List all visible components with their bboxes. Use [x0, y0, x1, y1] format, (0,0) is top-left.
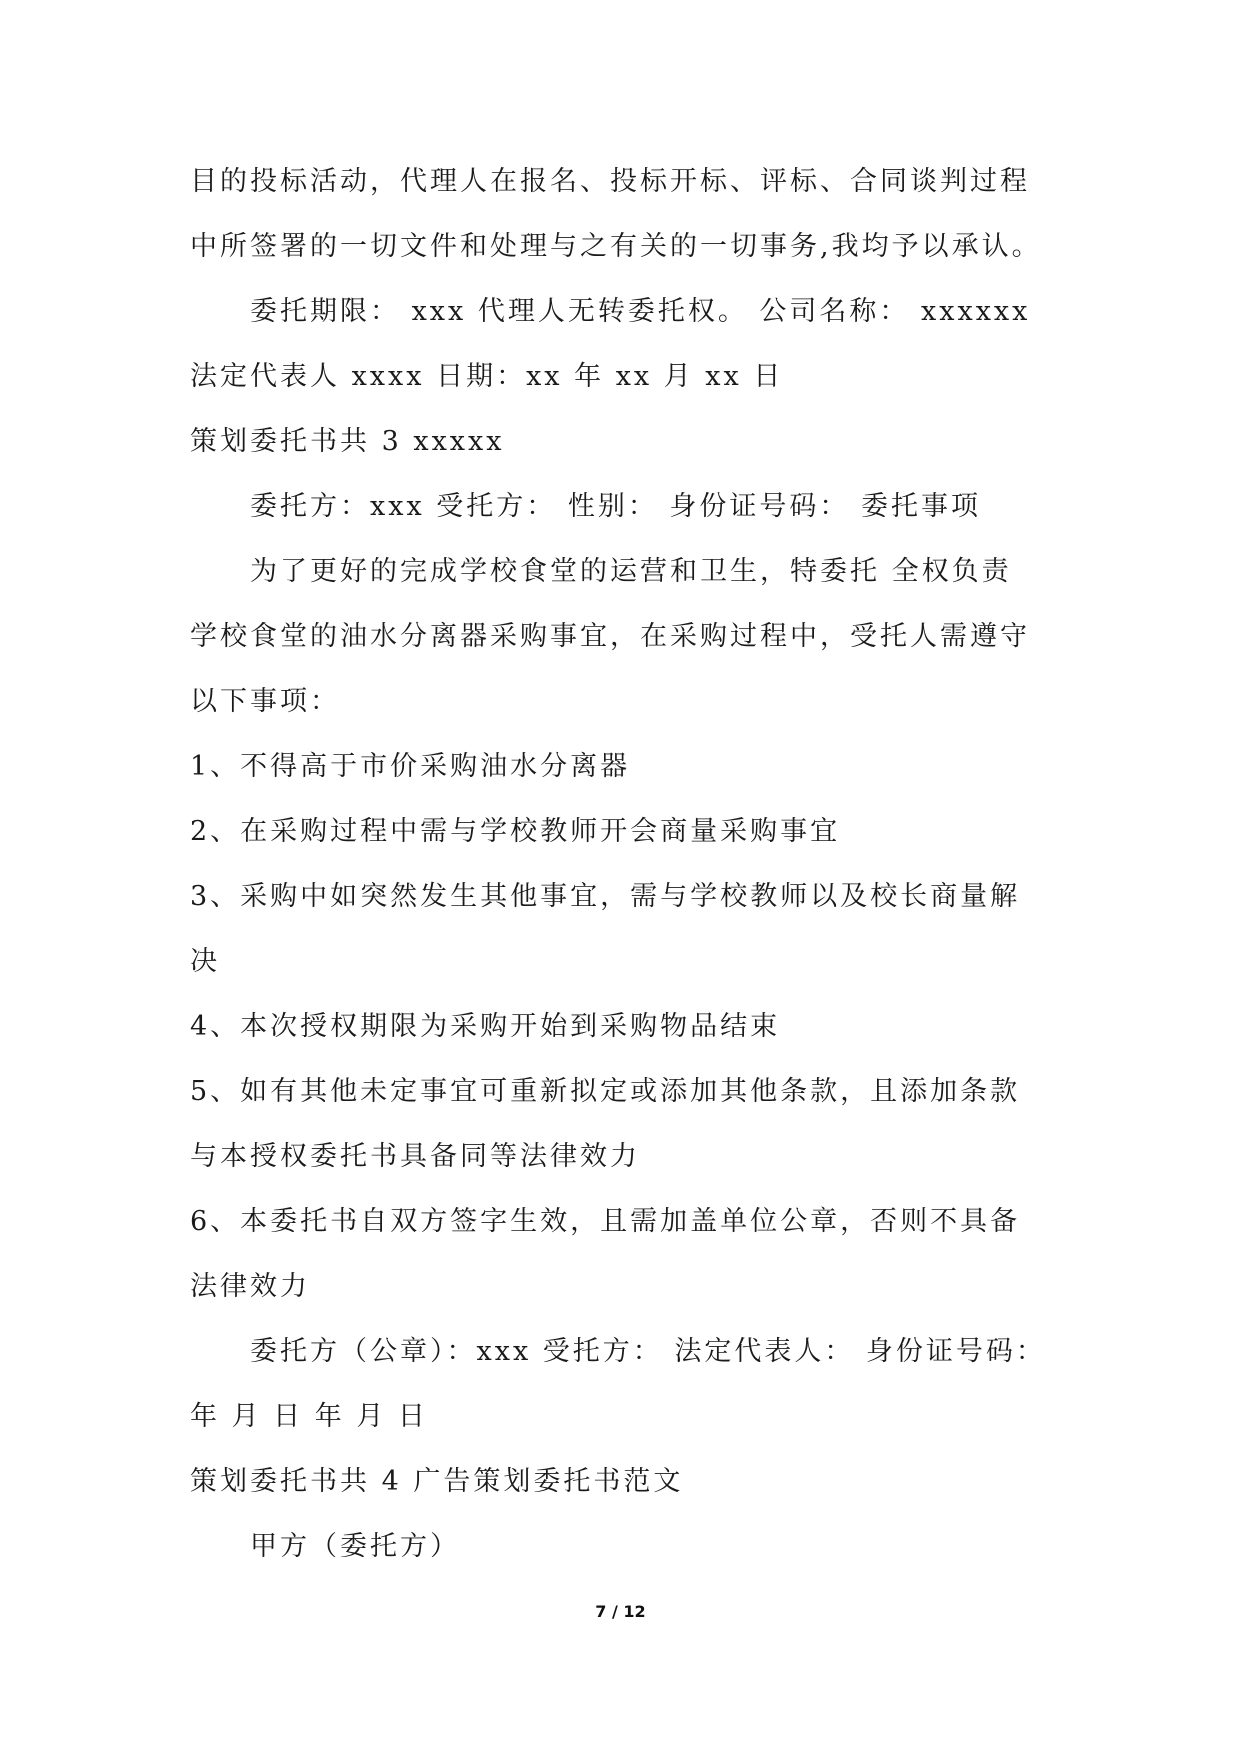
text-line-1: 目的投标活动，代理人在报名、投标开标、评标、合同谈判过程 [190, 166, 1030, 197]
text-line-22: 甲方（委托方） [250, 1531, 460, 1562]
text-line-3: 委托期限： xxx 代理人无转委托权。 公司名称： xxxxxx [250, 296, 1031, 327]
date-line: 年 月 日 年 月 日 [190, 1401, 428, 1432]
text-line-6: 委托方：xxx 受托方： 性别： 身份证号码： 委托事项 [250, 491, 982, 522]
list-item-2: 2、在采购过程中需与学校教师开会商量采购事宜 [190, 816, 841, 847]
text-line-2: 中所签署的一切文件和处理与之有关的一切事务,我均予以承认。 [190, 231, 1042, 262]
list-item-6: 6、本委托书自双方签字生效，且需加盖单位公章，否则不具备 [190, 1206, 1021, 1237]
list-item-5: 5、如有其他未定事宜可重新拟定或添加其他条款，且添加条款 [190, 1076, 1021, 1107]
document-body [190, 162, 1070, 1592]
page-number: 7 / 12 [595, 1602, 646, 1621]
text-line-7: 为了更好的完成学校食堂的运营和卫生，特委托 全权负责 [250, 556, 1012, 587]
list-item-3: 3、采购中如突然发生其他事宜，需与学校教师以及校长商量解 [190, 881, 1021, 912]
list-item-3-cont: 决 [190, 946, 220, 977]
text-line-8: 学校食堂的油水分离器采购事宜，在采购过程中，受托人需遵守 [190, 621, 1030, 652]
section-heading-4: 策划委托书共 4 广告策划委托书范文 [190, 1466, 684, 1497]
list-item-4: 4、本次授权期限为采购开始到采购物品结束 [190, 1011, 781, 1042]
section-heading-3: 策划委托书共 3 xxxxx [190, 426, 505, 457]
list-item-5-cont: 与本授权委托书具备同等法律效力 [190, 1141, 640, 1172]
text-line-4: 法定代表人 xxxx 日期：xx 年 xx 月 xx 日 [190, 361, 784, 392]
list-item-1: 1、不得高于市价采购油水分离器 [190, 751, 631, 782]
signature-line: 委托方（公章）：xxx 受托方： 法定代表人： 身份证号码： [250, 1336, 1046, 1367]
text-line-9: 以下事项： [190, 686, 340, 717]
list-item-6-cont: 法律效力 [190, 1271, 310, 1302]
